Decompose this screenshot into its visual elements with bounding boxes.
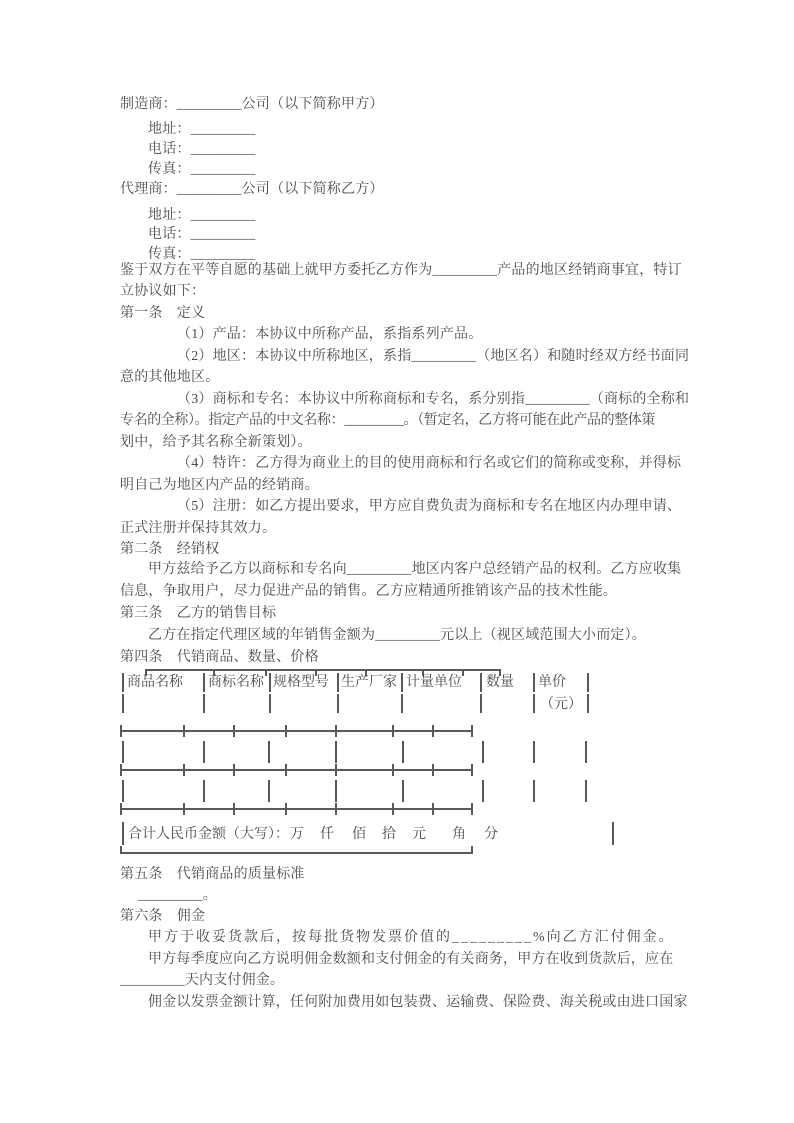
line-preamble-2: 立协议如下： (120, 284, 206, 299)
line-article1-item3b: 专名的全称）。指定产品的中文名称：_________。（暂定名，乙方将可能在此产品的整体策 (120, 413, 655, 428)
grid-tick (392, 725, 394, 737)
grid-bar (401, 673, 403, 692)
grid-bar (203, 741, 205, 763)
line-article1-item4b: 明自己为地区内产品的经销商。 (120, 478, 319, 493)
grid-bar (122, 694, 124, 713)
grid-tick (233, 764, 235, 776)
grid-bar (122, 780, 124, 802)
grid-bar (533, 673, 535, 692)
line-article5-title: 第五条 代销商品的质量标准 (120, 867, 305, 882)
grid-bar (268, 741, 270, 763)
grid-tick (233, 803, 235, 815)
line-article5-blank: _________。 (138, 888, 217, 903)
total-unit-shi: 拾 (382, 827, 396, 842)
line-article2-title: 第二条 经销权 (120, 542, 220, 557)
grid-bar (585, 741, 587, 763)
unit-price-yuan-note: （元） (540, 697, 582, 712)
grid-bar (587, 673, 589, 692)
grid-tick (471, 764, 473, 776)
line-article1-item5a: （5）注册：如乙方提出要求，甲方应自费负责为商标和专名在地区内办理申请、 (177, 499, 682, 514)
grid-bar (587, 694, 589, 713)
total-unit-fen: 分 (484, 827, 498, 842)
grid-bar (585, 780, 587, 802)
grid-tick (335, 803, 337, 815)
line-agent-phone: 电话：_________ (148, 227, 256, 242)
grid-bar (337, 694, 339, 713)
grid-bar (203, 673, 205, 692)
line-article4-title: 第四条 代销商品、数量、价格 (120, 650, 319, 665)
total-amount-label: 合计人民币金额（大写）： (128, 827, 289, 842)
total-unit-wan: 万 (290, 827, 304, 842)
line-manufacturer-phone: 电话：_________ (148, 142, 256, 157)
col-product-name: 商品名称 (127, 675, 183, 690)
grid-bar (533, 741, 535, 763)
line-article1-item5b: 正式注册并保持其效力。 (120, 521, 277, 536)
grid-bar (402, 780, 404, 802)
grid-bar (533, 780, 535, 802)
grid-bar (122, 822, 124, 845)
grid-bar (335, 780, 337, 802)
table-separator (120, 730, 473, 732)
grid-tick (183, 725, 185, 737)
line-article1-item3c: 划中，给予其名称全新策划）。 (120, 435, 312, 450)
grid-tick (183, 764, 185, 776)
grid-bar (203, 780, 205, 802)
table-top-border (145, 669, 501, 671)
line-article3-title: 第三条 乙方的销售目标 (120, 606, 277, 621)
line-agent-fax: 传真：_________ (148, 247, 256, 262)
line-article1-item2a: （2）地区：本协议中所称地区，系指_________（地区名）和随时经双方经书面同 (177, 349, 690, 364)
col-unit: 计量单位 (406, 675, 462, 690)
total-unit-bai: 佰 (352, 827, 366, 842)
table-separator (120, 808, 473, 810)
total-unit-yuan: 元 (412, 827, 426, 842)
col-quantity: 数量 (486, 675, 514, 690)
total-unit-jiao: 角 (452, 827, 466, 842)
grid-tick (392, 803, 394, 815)
grid-tick (462, 669, 464, 676)
line-article1-item2b: 意的其他地区。 (120, 370, 220, 385)
grid-tick (120, 846, 122, 853)
grid-bar (612, 822, 614, 845)
line-manufacturer-fax: 传真：_________ (148, 162, 256, 177)
grid-bar (482, 741, 484, 763)
line-article2-body1: 甲方兹给予乙方以商标和专名向_________地区内客户总经销产品的权利。乙方应收集 (148, 562, 682, 577)
grid-bar (480, 673, 482, 692)
grid-tick (471, 803, 473, 815)
grid-tick (432, 764, 434, 776)
grid-bar (482, 780, 484, 802)
line-agent: 代理商：_________公司（以下简称乙方） (120, 182, 384, 197)
col-brand-name: 商标名称 (208, 675, 264, 690)
line-agent-address: 地址：_________ (148, 208, 256, 223)
line-preamble-1: 鉴于双方在平等自愿的基础上就甲方委托乙方作为_________产品的地区经销商事宜，特订 (120, 263, 682, 278)
grid-tick (285, 764, 287, 776)
line-article6-body1: 甲方于收妥货款后，按每批货物发票价值的_________%向乙方汇付佣金。 (148, 930, 675, 945)
grid-bar (533, 694, 535, 713)
col-manufacturer: 生产厂家 (341, 675, 397, 690)
line-manufacturer-address: 地址：_________ (148, 122, 256, 137)
grid-tick (432, 803, 434, 815)
table-separator (120, 769, 473, 771)
grid-tick (392, 764, 394, 776)
line-article6-body4: 佣金以发票金额计算，任何附加费用如包装费、运输费、保险费、海关税或由进口国家 (148, 995, 688, 1010)
line-article1-item1: （1）产品：本协议中所称产品，系指系列产品。 (177, 327, 483, 342)
line-article6-body2: 甲方每季度应向乙方说明佣金数额和支付佣金的有关商务，甲方在收到货款后，应在 (148, 952, 674, 967)
grid-tick (471, 846, 473, 853)
col-spec-model: 规格型号 (273, 675, 329, 690)
line-article6-body3: _________天内支付佣金。 (120, 973, 285, 988)
grid-bar (122, 741, 124, 763)
grid-tick (233, 725, 235, 737)
line-article1-item4a: （4）特许：乙方得为商业上的目的使用商标和行名或它们的简称或变称，并得标 (177, 456, 682, 471)
line-article6-title: 第六条 佣金 (120, 909, 206, 924)
grid-bar (480, 694, 482, 713)
grid-tick (183, 803, 185, 815)
grid-tick (285, 803, 287, 815)
total-unit-qian: 仟 (320, 827, 334, 842)
line-article3-body1: 乙方在指定代理区域的年销售金额为_________元以上（视区域范围大小而定）。 (148, 628, 646, 643)
grid-tick (265, 669, 267, 676)
table-bottom-border (120, 852, 473, 854)
grid-tick (285, 725, 287, 737)
line-article2-body2: 信息，争取用户，尽力促进产品的销售。乙方应精通所推销该产品的技术性能。 (120, 584, 617, 599)
grid-bar (269, 694, 271, 713)
grid-tick (120, 725, 122, 737)
grid-bar (401, 694, 403, 713)
line-article1-title: 第一条 定义 (120, 306, 206, 321)
line-article1-item3a: （3）商标和专名：本协议中所称商标和专名，系分别指_________（商标的全称和 (177, 392, 690, 407)
grid-tick (120, 764, 122, 776)
grid-bar (402, 741, 404, 763)
grid-bar (269, 673, 271, 692)
grid-bar (335, 741, 337, 763)
grid-bar (268, 780, 270, 802)
grid-tick (335, 764, 337, 776)
grid-bar (122, 673, 124, 692)
grid-tick (471, 725, 473, 737)
grid-bar (337, 673, 339, 692)
grid-tick (335, 725, 337, 737)
grid-tick (432, 725, 434, 737)
col-unit-price: 单价 (538, 675, 566, 690)
line-manufacturer: 制造商：_________公司（以下简称甲方） (120, 97, 384, 112)
grid-bar (203, 694, 205, 713)
grid-tick (120, 803, 122, 815)
